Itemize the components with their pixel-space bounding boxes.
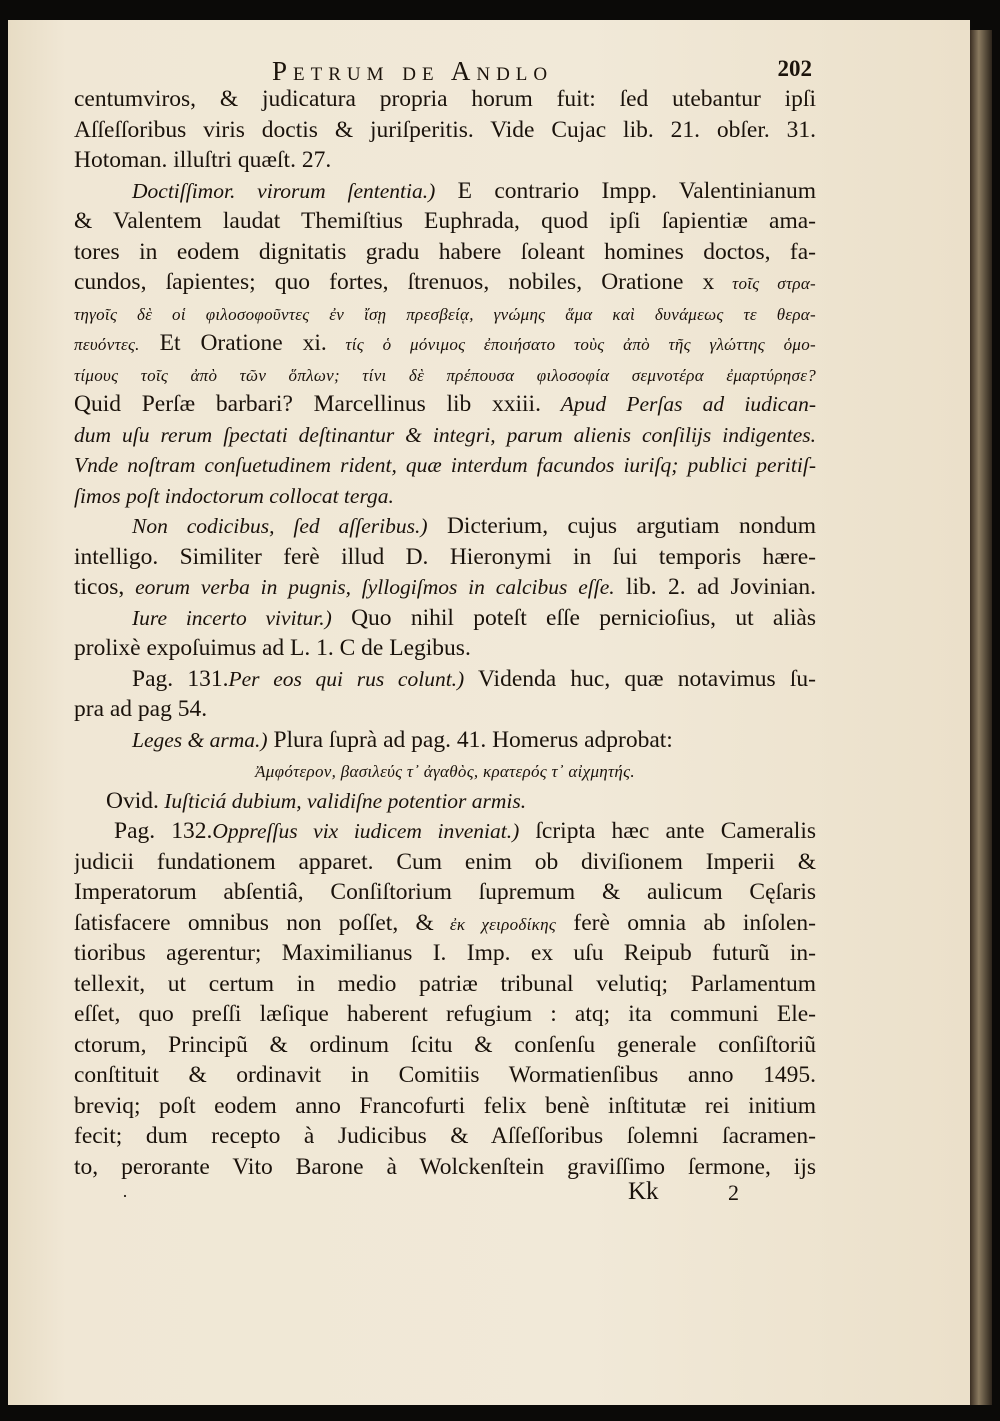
text-line: Leges & arma.) Plura ſuprà ad pag. 41. Homerus adprobat: <box>132 726 673 753</box>
text-line: breviq; poſt eodem anno Francofurti felix benè inſtitutæ rei initium <box>74 1092 816 1119</box>
page-footer <box>122 1178 742 1212</box>
signature-number: 2 <box>728 1180 739 1205</box>
text-line: πευόντες. Et Oratione xi. τίς ὁ μόνιμος ἐποιήσατο τοὺς ἀπὸ τῆς γλώττης ὁμο- <box>74 330 816 356</box>
text-line: Quid Perſæ barbari? Marcellinus lib xxiii. Apud Perſas ad iudican- <box>74 391 816 417</box>
text-line: Doctiſſimor. virorum ſententia.) E contrario Impp. Valentinianum <box>132 177 816 204</box>
body-text <box>74 84 816 1182</box>
text-line: Pag. 132.Oppreſſus vix iudicem inveniat.) ſcripta hæc ante Cameralis <box>114 818 816 844</box>
italic-text-line: ſimos poſt indoctorum collocat terga. <box>74 483 394 508</box>
text-line: ſatisfacere omnibus non poſſet, & ἐκ χειροδίκης ferè omnia ab inſolen- <box>74 909 816 936</box>
text-line: Iure incerto vivitur.) Quo nihil poteſt eſſe pernicioſius, ut aliàs <box>132 604 816 631</box>
italic-text-line: dum uſu rerum ſpectati deſtinantur & integri, parum alienis conſilijs indigentes. <box>74 422 816 447</box>
footer-dot: · <box>122 1186 128 1206</box>
text-line: & Valentem laudat Themiſtius Euphrada, quod ipſi ſapientiæ ama- <box>74 208 816 234</box>
page-number: 202 <box>777 56 812 81</box>
text-line: tioribus agerentur; Maximilianus I. Imp. ex uſu Reipub futurũ in- <box>74 940 816 966</box>
text-line: judicii fundationem apparet. Cum enim ob diviſionem Imperii & <box>74 848 816 875</box>
text-line: Imperatorum abſentiâ, Conſiſtorium ſupremum & aulicum Cęſaris <box>74 879 816 905</box>
text-line: Ovid. Iuſticiá dubium, validiſne potentior armis. <box>106 787 527 814</box>
text-line: Pag. 131.Per eos qui rus colunt.) Videnda huc, quæ notavimus ſu- <box>132 665 816 692</box>
signature-mark: Kk <box>628 1178 659 1205</box>
italic-text-line: Vnde noſtram conſuetudinem rident, quæ interdum facundos iuriſq; publici peritiſ- <box>74 453 816 477</box>
text-line: Hotoman. illuſtri quæſt. 27. <box>74 147 332 173</box>
text-line: Non codicibus, ſed aſſeribus.) Dicterium, cujus argutiam nondum <box>132 513 816 539</box>
text-line: conſtituit & ordinavit in Comitiis Wormatienſibus anno 1495. <box>74 1062 816 1088</box>
book-spine-edge <box>970 30 992 1405</box>
text-line: ctorum, Principũ & ordinum ſcitu & conſenſu generale conſiſtoriũ <box>74 1031 816 1058</box>
running-title: Petrum de Andlo <box>272 56 554 86</box>
text-line: fecit; dum recepto à Judicibus & Aſſeſſoribus ſolemni ſacramen- <box>74 1123 816 1149</box>
text-line: eſſet, quo preſſi læſique haberent refugium : atq; ita communi Ele- <box>74 1001 816 1027</box>
greek-verse-line: Ἀμφότερον, βασιλεύς τ᾽ ἀγαθὸς, κρατερός τ᾽ αἰχμητής. <box>255 762 635 781</box>
text-line: Aſſeſſoribus viris doctis & juriſperitis. Vide Cujac lib. 21. obſer. 31. <box>74 116 816 143</box>
page-header <box>272 56 822 86</box>
text-line: pra ad pag 54. <box>74 696 208 722</box>
text-line: centumviros, & judicatura propria horum fuit: ſed utebantur ipſi <box>74 86 816 112</box>
text-line: prolixè expoſuimus ad L. 1. C de Legibus. <box>74 635 471 661</box>
text-line: ticos, eorum verba in pugnis, ſyllogiſmos in calcibus eſſe. lib. 2. ad Jovinian. <box>74 574 816 600</box>
text-line: intelligo. Similiter ferè illud D. Hieronymi in ſui temporis hære- <box>74 543 816 570</box>
text-line: cundos, ſapientes; quo fortes, ſtrenuos, nobiles, Oratione x τοῖς στρα- <box>74 269 816 295</box>
greek-text-line: τηγοῖς δὲ οἱ φιλοσοφοῦντες ἐν ἴσῃ πρεσβείᾳ, γνώμης ἅμα καὶ δυνάμεως τε θερα- <box>74 304 816 324</box>
text-line: to, perorante Vito Barone à Wolckenſtein graviſſimo ſermone, ijs <box>74 1153 816 1180</box>
greek-text-line: τίμους τοῖς ἀπὸ τῶν ὅπλων; τίνι δὲ πρέπουσα φιλοσοφία σεμνοτέρα ἐμαρτύρησε? <box>74 365 816 385</box>
text-line: tores in eodem dignitatis gradu habere ſoleant homines doctos, fa- <box>74 238 816 265</box>
text-line: tellexit, ut certum in medio patriæ tribunal velutiq; Parlamentum <box>74 970 816 997</box>
